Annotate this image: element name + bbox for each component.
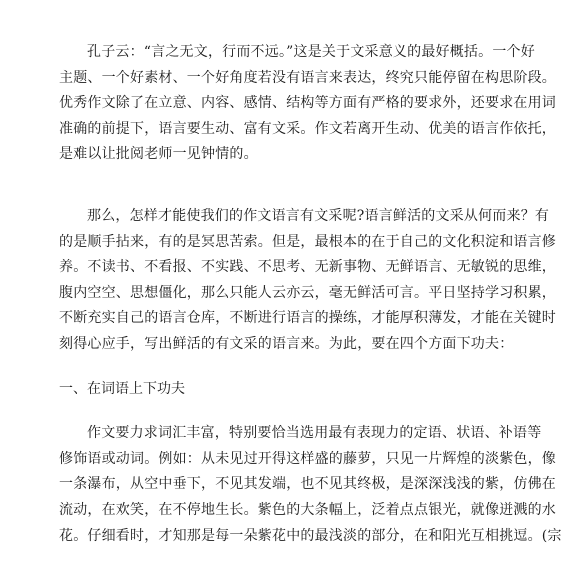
paragraph-1-line: 孔子云：“言之无文，行而不远。”这是关于文采意义的最好概括。一个好 [87, 44, 535, 60]
paragraph-1-line: 是难以让批阅老师一见钟情的。 [59, 146, 258, 163]
document-body [59, 40, 562, 549]
heading-spacer [59, 402, 479, 421]
paragraph-2-line: 那么，怎样才能使我们的作文语言有文采呢?语言鲜活的文采从何而来？有 [87, 207, 550, 224]
section-heading: 一、在词语上下功夫 [59, 380, 185, 397]
paragraph-3 [59, 421, 562, 549]
paragraph-3-line: 修饰语或动词。例如：从未见过开得这样盛的藤萝，只见一片辉煌的淡紫色，像 [59, 450, 556, 467]
paragraph-2-line: 养。不读书、不看报、不实践、不思考、无新事物、无鲜语言、无敏锐的思维， [59, 259, 556, 276]
paragraph-1-line: 准确的前提下，语言要生动、富有文采。作文若离开生动、优美的语言作依托， [59, 120, 556, 137]
paragraph-3-line: 流动，在欢笑，在不停地生长。紫色的大条幅上，泛着点点银光，就像迸溅的水 [59, 501, 556, 518]
paragraph-2-line: 腹内空空、思想僵化，那么只能人云亦云，毫无鲜活可言。平日坚持学习积累， [59, 284, 556, 301]
paragraph-spacer [59, 168, 479, 204]
paragraph-1-line: 优秀作文除了在立意、内容、感情、结构等方面有严格的要求外，还要求在用词 [59, 95, 556, 112]
paragraph-1 [59, 40, 556, 168]
heading-spacer [59, 358, 479, 377]
paragraph-1-line: 主题、一个好素材、一个好角度若没有语言来表达，终究只能停留在构思阶段。 [59, 69, 556, 86]
paragraph-3-line: 花。仔细看时，才知那是每一朵紫花中的最浅淡的部分，在和阳光互相挑逗。(宗 [59, 527, 562, 544]
paragraph-2-line: 不断充实自己的语言仓库，不断进行语言的操练，才能厚积薄发，才能在关键时 [59, 310, 556, 327]
paragraph-2-line: 的是顺手拈来，有的是冥思苦索。但是，最根本的在于自己的文化积淀和语言修 [59, 233, 556, 250]
paragraph-3-line: 一条瀑布，从空中垂下，不见其发端，也不见其终极，是深深浅浅的紫，仿佛在 [59, 476, 556, 493]
paragraph-2-line: 刻得心应手，写出鲜活的有文采的语言来。为此，要在四个方面下功夫： [59, 335, 514, 352]
paragraph-3-line: 作文要力求词汇丰富，特别要恰当选用最有表现力的定语、状语、补语等 [87, 425, 542, 442]
paragraph-2 [59, 204, 556, 358]
